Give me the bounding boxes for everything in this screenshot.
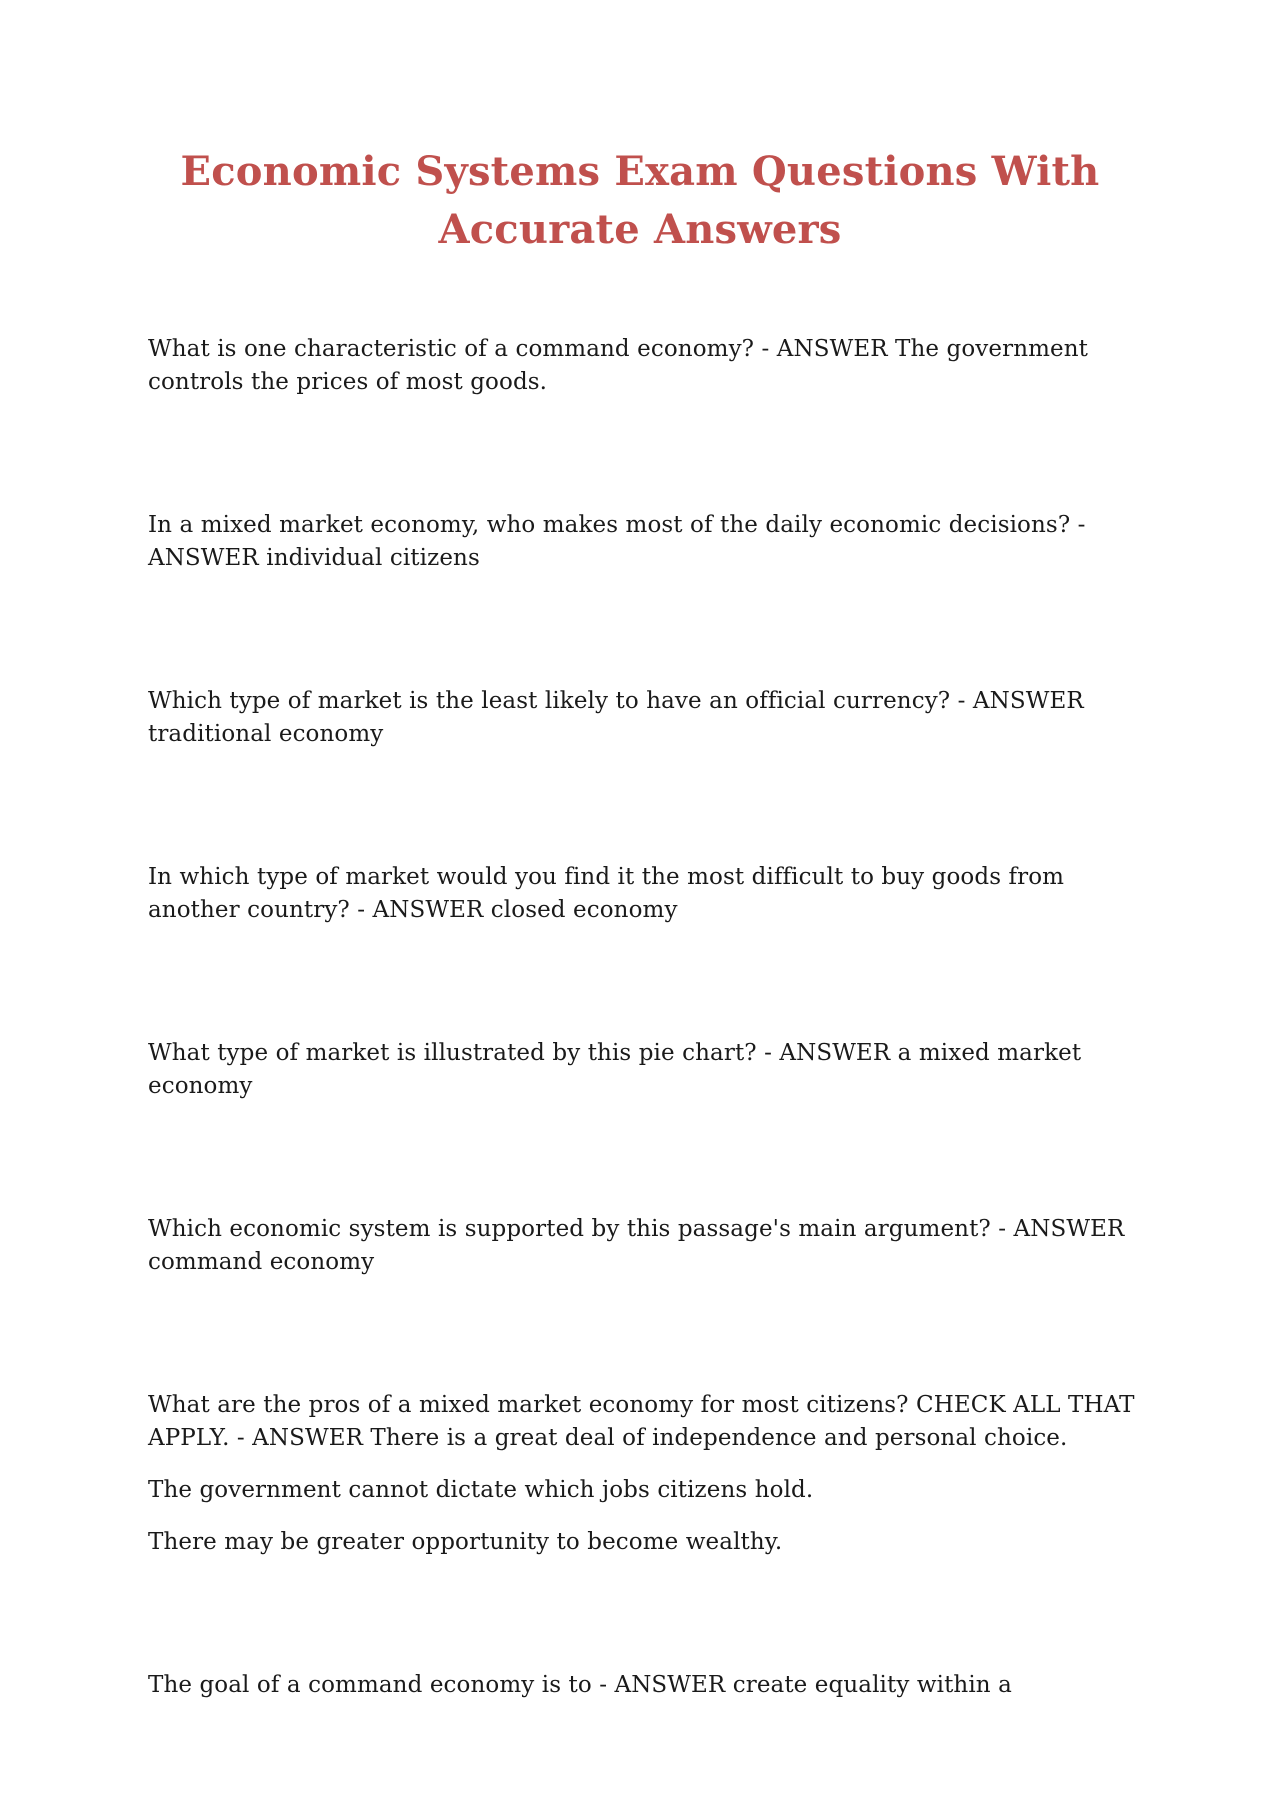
title-line-2: Accurate Answers	[438, 206, 842, 253]
qa-text: Which type of market is the least likely to have an official currency? - ANSWER traditional economy	[148, 688, 1084, 747]
qa-item	[148, 1389, 1138, 1559]
qa-text: In a mixed market economy, who makes most of the daily economic decisions? - ANSWER individual citizens	[148, 512, 1086, 571]
qa-text: Which economic system is supported by this passage's main argument? - ANSWER command economy	[148, 1216, 1125, 1275]
qa-item	[148, 1037, 1138, 1103]
qa-answer-extra: There may be greater opportunity to become wealthy.	[148, 1529, 783, 1555]
qa-text: In which type of market would you find it the most difficult to buy goods from another country? - ANSWER closed economy	[148, 864, 1065, 923]
qa-answer-extra: The government cannot dictate which jobs citizens hold.	[148, 1477, 814, 1503]
qa-text: What is one characteristic of a command economy? - ANSWER The government controls the prices of most goods.	[148, 336, 1088, 395]
qa-item	[148, 685, 1138, 751]
qa-item	[148, 1213, 1138, 1279]
qa-item	[148, 509, 1138, 575]
qa-item	[148, 333, 1138, 399]
qa-item	[148, 861, 1138, 927]
title-line-1: Economic Systems Exam Questions With	[180, 148, 1100, 195]
document-title	[150, 143, 1130, 259]
qa-text: The goal of a command economy is to - ANSWER create equality within a	[148, 1672, 1012, 1698]
spacer	[148, 1617, 1138, 1669]
qa-item	[148, 1669, 1138, 1702]
qa-text: What type of market is illustrated by this pie chart? - ANSWER a mixed market economy	[148, 1040, 1082, 1099]
qa-list	[148, 333, 1138, 1812]
qa-text: What are the pros of a mixed market economy for most citizens? CHECK ALL THAT APPLY. - ANSWER There is a great deal of independence and personal choice.	[148, 1392, 1135, 1451]
